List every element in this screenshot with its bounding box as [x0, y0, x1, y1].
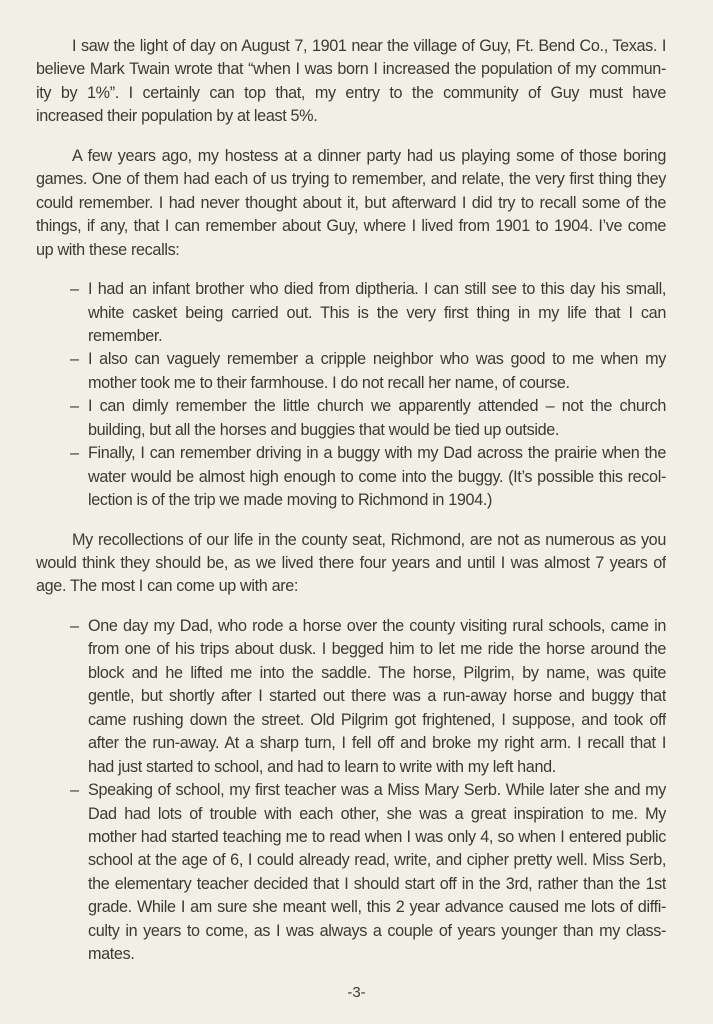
dash-bullet: –	[70, 617, 80, 635]
dash-bullet: –	[70, 781, 80, 799]
text-line: increased their population by at least 5%.	[36, 107, 318, 125]
page-number: -3-	[347, 984, 366, 1001]
text-line: I saw the light of day on August 7, 1901 near the village of Guy, Ft. Bend Co., Texas. I	[72, 37, 666, 55]
text-line: age. The most I can come up with are:	[36, 577, 299, 595]
text-line: mates.	[88, 945, 135, 963]
text-line: believe Mark Twain wrote that “when I was born I increased the population of my commun-	[36, 60, 666, 78]
text-line: would think they should be, as we lived there four years and until I was almost 7 years of	[36, 554, 666, 572]
text-line: gentle, but shortly after I started out there was a run-away horse and buggy that	[88, 687, 666, 705]
text-line: ity by 1%”. I certainly can top that, my entry to the community of Guy must have	[36, 84, 666, 102]
dash-bullet: –	[70, 397, 80, 415]
text-line: white casket being carried out. This is the very first thing in my life that I can	[88, 304, 666, 322]
text-line: the elementary teacher decided that I should start off in the 3rd, rather than the 1st	[88, 875, 666, 893]
text-line: games. One of them had each of us trying to remember, and relate, the very first thing they	[36, 170, 666, 188]
text-line: school at the age of 6, I could already read, write, and cipher pretty well. Miss Serb,	[88, 851, 666, 869]
text-line: block and he lifted me into the saddle. The horse, Pilgrim, by name, was quite	[88, 664, 666, 682]
text-line: remember.	[88, 327, 163, 345]
text-line: from one of his trips about dusk. I begged him to let me ride the horse around the	[88, 640, 666, 658]
text-line: I also can vaguely remember a cripple neighbor who was good to me when my	[88, 350, 666, 368]
text-line: mother took me to their farmhouse. I do not recall her name, of course.	[88, 374, 570, 392]
text-line: could remember. I had never thought about it, but afterward I did try to recall some of the	[36, 194, 666, 212]
text-line: mother had started teaching me to read when I was only 4, so when I entered public	[88, 828, 666, 846]
text-line: lection is of the trip we made moving to Richmond in 1904.)	[88, 491, 493, 509]
text-line: Speaking of school, my first teacher was a Miss Mary Serb. While later she and my	[88, 781, 666, 799]
text-line: things, if any, that I can remember about Guy, where I lived from 1901 to 1904. I’ve come	[36, 217, 666, 235]
text-line: came rushing down the street. Old Pilgrim got frightened, I suppose, and took off	[88, 711, 666, 729]
text-line: I can dimly remember the little church we apparently attended – not the church	[88, 397, 666, 415]
text-line: I had an infant brother who died from diptheria. I can still see to this day his small,	[88, 280, 666, 298]
text-line: grade. While I am sure she meant well, this 2 year advance caused me lots of diffi-	[88, 898, 666, 916]
text-line: My recollections of our life in the county seat, Richmond, are not as numerous as you	[72, 531, 666, 549]
text-line: after the run-away. At a sharp turn, I fell off and broke my right arm. I recall that I	[88, 734, 666, 752]
text-line: building, but all the horses and buggies that would be tied up outside.	[88, 421, 560, 439]
dash-bullet: –	[70, 444, 80, 462]
text-line: Finally, I can remember driving in a buggy with my Dad across the prairie when the	[88, 444, 666, 462]
dash-bullet: –	[70, 280, 80, 298]
dash-bullet: –	[70, 350, 80, 368]
text-line: had just started to school, and had to learn to write with my left hand.	[88, 758, 556, 776]
text-line: culty in years to come, as I was always a couple of years younger than my class-	[88, 922, 666, 940]
text-line: water would be almost high enough to come into the buggy. (It’s possible this recol-	[88, 468, 666, 486]
text-line: A few years ago, my hostess at a dinner party had us playing some of those boring	[72, 147, 666, 165]
text-line: One day my Dad, who rode a horse over the county visiting rural schools, came in	[88, 617, 666, 635]
text-line: up with these recalls:	[36, 241, 180, 259]
text-line: Dad had lots of trouble with each other, she was a great inspiration to me. My	[88, 805, 666, 823]
